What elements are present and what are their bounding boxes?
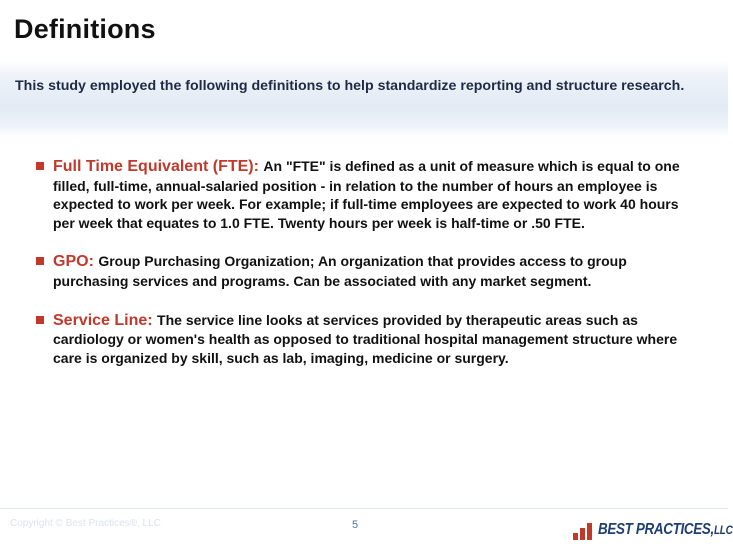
intro-text: This study employed the following definitions to help standardize reporting and structure research. [15,78,685,94]
logo-wordmark [598,521,733,539]
intro-band [0,60,728,138]
page-number: 5 [352,519,359,531]
definition-text: An "FTE" is defined as a unit of measure which is equal to one filled, full-time, annual-salaried position - in relation to the number of hours an employee is expected to work per week. For example; if full-time employees are expected to work 40 hours per week that equates to 1.0 FTE. Twenty hours per week is half-time or .50 FTE. [53,158,680,231]
definitions-list [36,157,696,367]
company-logo [571,518,733,542]
definition-item-fte [36,157,696,232]
bullet-square-icon [36,257,44,265]
copyright-text: Copyright © Best Practices®, LLC [10,518,161,529]
definition-term: Full Time Equivalent (FTE): [53,158,264,175]
definition-item-gpo [36,252,696,290]
page-title: Definitions [14,14,156,44]
logo-main-text: BEST PRACTICES, [598,521,714,538]
definition-term: GPO: [53,253,99,271]
definition-term: Service Line: [53,311,158,329]
definition-item-service-line [36,311,696,368]
bullet-square-icon [36,316,44,324]
logo-suffix-text: LLC [713,523,733,537]
definition-text: Group Purchasing Organization; An organization that provides access to group purchasing services and programs. Can be associated with any market segment. [53,253,627,289]
bar-chart-icon [571,518,599,542]
bullet-square-icon [36,162,44,170]
definition-text: The service line looks at services provided by therapeutic areas such as cardiology or women's health as opposed to traditional hospital management structure where care is organized by skill, such as lab, imaging, medicine or surgery. [53,311,678,366]
footer-divider [0,508,728,509]
